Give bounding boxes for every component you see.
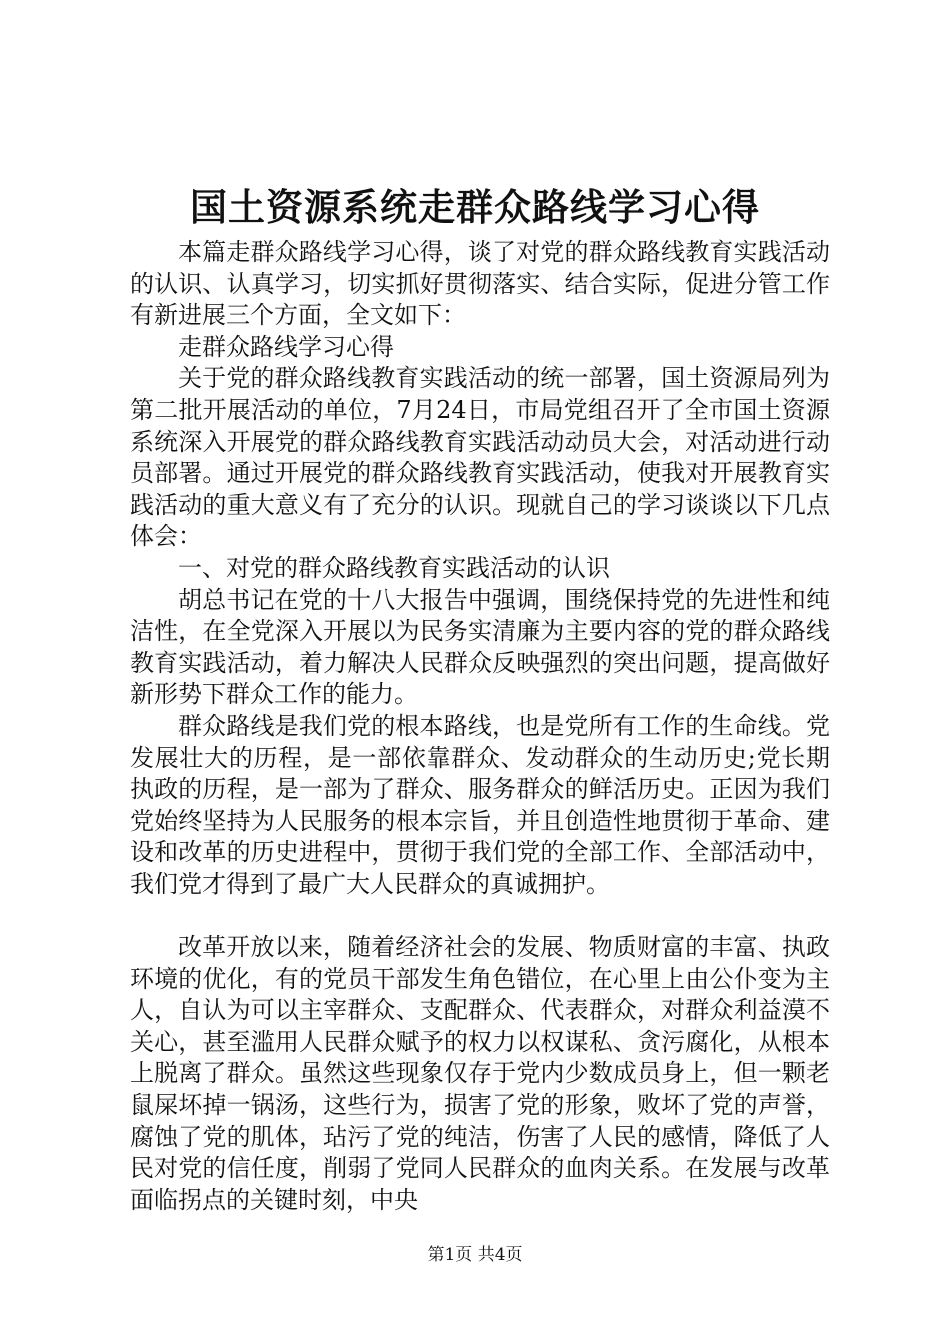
section-heading-1: 一、对党的群众路线教育实践活动的认识 (178, 553, 610, 582)
paragraph-report: 胡总书记在党的十八大报告中强调，围绕保持党的先进性和纯洁性，在全党深入开展以为民务实清廉为主要内容的党的群众路线教育实践活动，着力解决人民群众反映强烈的突出问题，提高做好新形势下群众工作的能力。 (130, 585, 830, 709)
paragraph-subtitle: 走群众路线学习心得 (178, 332, 394, 361)
document-title: 国土资源系统走群众路线学习心得 (190, 186, 760, 229)
page-number-footer: 第1页 共4页 (427, 1245, 523, 1265)
document-body (130, 237, 830, 1216)
paragraph-mass-line: 群众路线是我们党的根本路线，也是党所有工作的生命线。党发展壮大的历程，是一部依靠群众、发动群众的生动历史;党长期执政的历程，是一部为了群众、服务群众的鲜活历史。正因为我们党始终坚持为人民服务的根本宗旨，并且创造性地贯彻于革命、建设和改革的历史进程中，贯彻于我们党的全部工作、全部活动中，我们党才得到了最广大人民群众的真诚拥护。 (130, 711, 830, 898)
paragraph-deployment: 关于党的群众路线教育实践活动的统一部署，国土资源局列为第二批开展活动的单位，7月24日，市局党组召开了全市国土资源系统深入开展党的群众路线教育实践活动动员大会，对活动进行动员部署。通过开展党的群众路线教育实践活动，使我对开展教育实践活动的重大意义有了充分的认识。现就自己的学习谈谈以下几点体会： (130, 364, 830, 551)
paragraph-intro: 本篇走群众路线学习心得，谈了对党的群众路线教育实践活动的认识、认真学习，切实抓好贯彻落实、结合实际，促进分管工作有新进展三个方面，全文如下： (130, 238, 830, 330)
paragraph-reform: 改革开放以来，随着经济社会的发展、物质财富的丰富、执政环境的优化，有的党员干部发生角色错位，在心里上由公仆变为主人，自认为可以主宰群众、支配群众、代表群众，对群众利益漠不关心，甚至滥用人民群众赋予的权力以权谋私、贪污腐化，从根本上脱离了群众。虽然这些现象仅存于党内少数成员身上，但一颗老鼠屎坏掉一锅汤，这些行为，损害了党的形象，败坏了党的声誉，腐蚀了党的肌体，玷污了党的纯洁，伤害了人民的感情，降低了人民对党的信任度，削弱了党同人民群众的血肉关系。在发展与改革面临拐点的关键时刻，中央 (130, 933, 830, 1214)
